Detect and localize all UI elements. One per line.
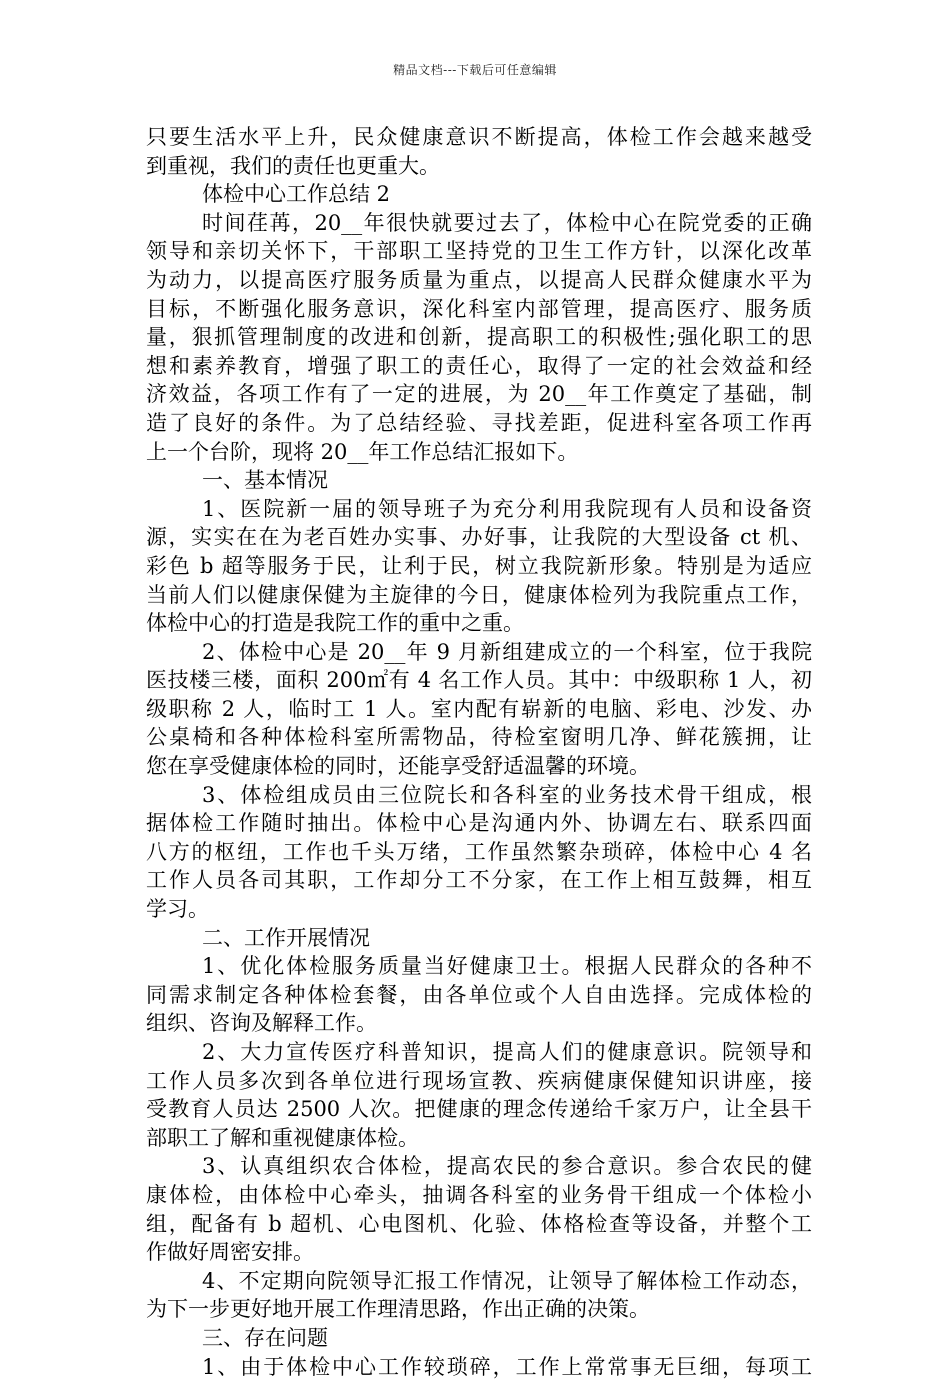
- text-line: 作做好周密安排。: [146, 1240, 314, 1265]
- text-line: 体检中心工作总结 2: [202, 182, 391, 207]
- text-line: 为动力，以提高医疗服务质量为重点，以提高人民群众健康水平为: [146, 267, 812, 292]
- text-line: 1、医院新一届的领导班子为充分利用我院现有人员和设备资: [202, 496, 812, 521]
- text-line: 当前人们以健康保健为主旋律的今日，健康体检列为我院重点工作，: [146, 582, 812, 607]
- text-line: 3、认真组织农合体检，提高农民的参合意识。参合农民的健: [202, 1154, 812, 1179]
- text-line: 组，配备有 b 超机、心电图机、化验、体格检查等设备，并整个工: [146, 1211, 812, 1236]
- text-line: 造了良好的条件。为了总结经验、寻找差距，促进科室各项工作再: [146, 410, 812, 435]
- text-line: 八方的枢纽，工作也千头万绪，工作虽然繁杂琐碎，体检中心 4 名: [146, 839, 812, 864]
- text-line: 为下一步更好地开展工作理清思路，作出正确的决策。: [146, 1297, 650, 1322]
- text-line: 一、基本情况: [202, 468, 328, 493]
- text-line: 受教育人员达 2500 人次。把健康的理念传递给千家万户，让全县干: [146, 1097, 812, 1122]
- text-line: 同需求制定各种体检套餐，由各单位或个人自由选择。完成体检的: [146, 982, 812, 1007]
- text-line: 2、体检中心是 20__年 9 月新组建成立的一个科室，位于我院: [202, 639, 812, 664]
- text-line: 工作人员各司其职，工作却分工不分家，在工作上相互鼓舞，相互: [146, 868, 812, 893]
- text-line: 您在享受健康体检的同时，还能享受舒适温馨的环境。: [146, 754, 650, 779]
- document-body: [146, 123, 812, 1381]
- text-line: 1、优化体检服务质量当好健康卫士。根据人民群众的各种不: [202, 954, 812, 979]
- text-line: 级职称 2 人，临时工 1 人。室内配有崭新的电脑、彩电、沙发、办: [146, 696, 812, 721]
- page-header: 精品文档---下载后可任意编辑: [393, 63, 557, 77]
- text-line: 时间荏苒，20__年很快就要过去了，体检中心在院党委的正确: [202, 210, 812, 235]
- text-line: 部职工了解和重视健康体检。: [146, 1125, 419, 1150]
- text-line: 三、存在问题: [202, 1325, 328, 1350]
- text-line: 彩色 b 超等服务于民，让利于民，树立我院新形象。特别是为适应: [146, 553, 812, 578]
- text-line: 到重视，我们的责任也更重大。: [146, 153, 440, 178]
- text-line: 领导和亲切关怀下，干部职工坚持党的卫生工作方针，以深化改革: [146, 239, 812, 264]
- text-line: 1、由于体检中心工作较琐碎，工作上常常事无巨细，每项工: [202, 1354, 812, 1379]
- text-line: 体检中心的打造是我院工作的重中之重。: [146, 611, 524, 636]
- text-line: 3、体检组成员由三位院长和各科室的业务技术骨干组成，根: [202, 782, 812, 807]
- text-line: 学习。: [146, 897, 209, 922]
- text-line: 想和素养教育，增强了职工的责任心，取得了一定的社会效益和经: [146, 353, 812, 378]
- text-line: 组织、咨询及解释工作。: [146, 1011, 377, 1036]
- text-line: 公桌椅和各种体检科室所需物品，待检室窗明几净、鲜花簇拥，让: [146, 725, 812, 750]
- text-line: 量，狠抓管理制度的改进和创新，提高职工的积极性;强化职工的思: [146, 325, 812, 350]
- text-line: 4、不定期向院领导汇报工作情况，让领导了解体检工作动态，: [202, 1268, 812, 1293]
- text-line: 二、工作开展情况: [202, 925, 370, 950]
- text-line: 目标，不断强化服务意识，深化科室内部管理，提高医疗、服务质: [146, 296, 812, 321]
- text-line: 2、大力宣传医疗科普知识，提高人们的健康意识。院领导和: [202, 1040, 812, 1064]
- text-line: 上一个台阶，现将 20__年工作总结汇报如下。: [146, 439, 579, 464]
- text-line: 工作人员多次到各单位进行现场宣教、疾病健康保健知识讲座，接: [146, 1068, 812, 1093]
- text-line: 济效益，各项工作有了一定的进展，为 20__年工作奠定了基础，制: [146, 382, 812, 407]
- text-line: 只要生活水平上升，民众健康意识不断提高，体检工作会越来越受: [146, 125, 812, 149]
- text-line: 据体检工作随时抽出。体检中心是沟通内外、协调左右、联系四面: [146, 811, 812, 836]
- text-line: 源，实实在在为老百姓办实事、办好事，让我院的大型设备 ct 机、: [146, 525, 812, 550]
- text-line: 医技楼三楼，面积 200㎡有 4 名工作人员。其中：中级职称 1 人，初: [146, 668, 812, 693]
- text-line: 康体检，由体检中心牵头，抽调各科室的业务骨干组成一个体检小: [146, 1182, 812, 1207]
